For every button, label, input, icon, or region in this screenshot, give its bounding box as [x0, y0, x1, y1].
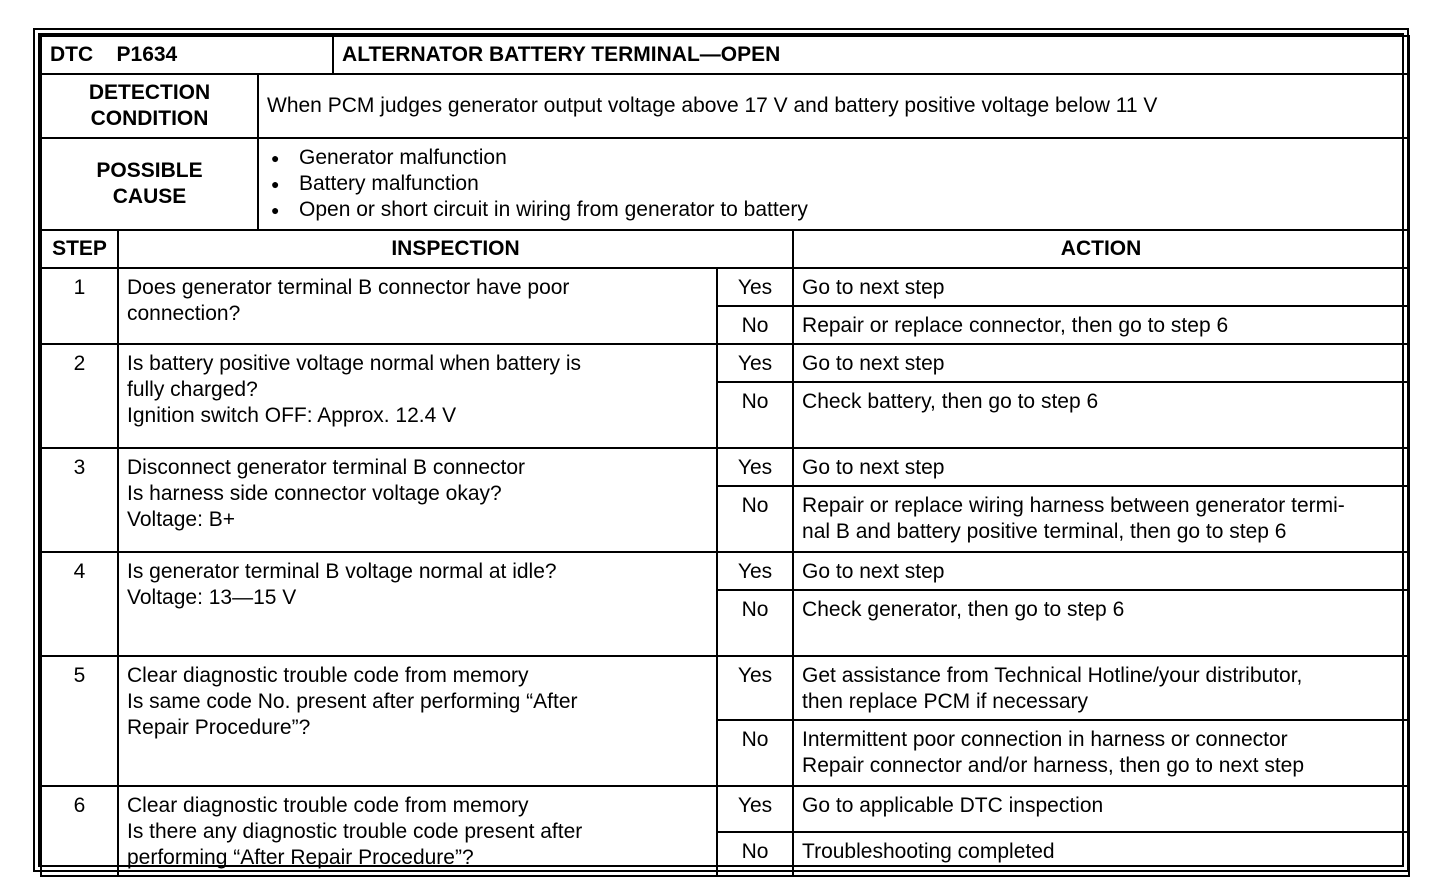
- text-line: Go to next step: [802, 352, 945, 375]
- possible-cause-label-line2: CAUSE: [112, 185, 187, 208]
- step-number: 2: [41, 344, 118, 448]
- dtc-troubleshooting-table: [40, 35, 1410, 877]
- yes-label: Yes: [717, 448, 793, 486]
- dtc-code-cell: [41, 36, 333, 74]
- text-line: Clear diagnostic trouble code from memory: [127, 794, 529, 817]
- no-label: No: [717, 720, 793, 786]
- yes-label: Yes: [717, 268, 793, 306]
- text-line: Is harness side connector voltage okay?: [127, 482, 502, 505]
- dtc-title: ALTERNATOR BATTERY TERMINAL—OPEN: [333, 36, 1409, 74]
- detection-label-line1: DETECTION: [88, 81, 211, 104]
- yes-label: Yes: [717, 344, 793, 382]
- text-line: performing “After Repair Procedure”?: [127, 846, 474, 869]
- text-line: Go to next step: [802, 276, 945, 299]
- text-line: Check battery, then go to step 6: [802, 390, 1099, 413]
- step-number: 3: [41, 448, 118, 552]
- inspection-column-header: INSPECTION: [118, 230, 793, 268]
- no-label: No: [717, 382, 793, 448]
- yes-label: Yes: [717, 656, 793, 720]
- text-line: Troubleshooting completed: [802, 840, 1055, 863]
- text-line: Clear diagnostic trouble code from memory: [127, 664, 529, 687]
- detection-condition-label: [41, 74, 258, 138]
- step-row: [41, 786, 1409, 832]
- possible-cause-list-cell: [258, 138, 1409, 230]
- text-line: Is battery positive voltage normal when battery is: [127, 352, 582, 375]
- text-line: Repair Procedure”?: [127, 716, 311, 739]
- text-line: fully charged?: [127, 378, 258, 401]
- text-line: Intermittent poor connection in harness or connector: [802, 728, 1288, 751]
- yes-label: Yes: [717, 786, 793, 832]
- no-label: No: [717, 306, 793, 344]
- possible-cause-row: [41, 138, 1409, 230]
- text-line: Go to applicable DTC inspection: [802, 794, 1104, 817]
- column-header-row: [41, 230, 1409, 268]
- step-row: [41, 656, 1409, 720]
- text-line: Disconnect generator terminal B connector: [127, 456, 526, 479]
- step-inspection: [118, 552, 717, 656]
- step-row: [41, 268, 1409, 306]
- step-number: 1: [41, 268, 118, 344]
- yes-label: Yes: [717, 552, 793, 590]
- no-action: [793, 486, 1409, 552]
- no-label: No: [717, 486, 793, 552]
- dtc-label: DTC: [50, 43, 94, 66]
- text-line: Get assistance from Technical Hotline/your distributor,: [802, 664, 1303, 687]
- no-label: No: [717, 832, 793, 876]
- text-line: connection?: [127, 302, 241, 325]
- text-line: Go to next step: [802, 560, 945, 583]
- document-inner-border: [38, 33, 1404, 867]
- text-line: nal B and battery positive terminal, then go to step 6: [802, 520, 1287, 543]
- possible-cause-label: [41, 138, 258, 230]
- no-label: No: [717, 590, 793, 656]
- action-column-header: ACTION: [793, 230, 1409, 268]
- no-action: [793, 306, 1409, 344]
- possible-cause-label-line1: POSSIBLE: [96, 159, 203, 182]
- step-number: 6: [41, 786, 118, 876]
- text-line: Repair or replace wiring harness between generator termi-: [802, 494, 1345, 517]
- step-inspection: [118, 268, 717, 344]
- no-action: [793, 832, 1409, 876]
- step-row: [41, 344, 1409, 382]
- text-line: Voltage: B+: [127, 508, 236, 531]
- yes-action: [793, 552, 1409, 590]
- possible-cause-item: ● Generator malfunction: [267, 145, 1400, 171]
- text-line: Is same code No. present after performing “After: [127, 690, 578, 713]
- text-line: Does generator terminal B connector have poor: [127, 276, 570, 299]
- text-line: Is generator terminal B voltage normal at idle?: [127, 560, 557, 583]
- possible-cause-list: [267, 145, 1400, 223]
- step-inspection: [118, 344, 717, 448]
- possible-cause-item: ● Open or short circuit in wiring from generator to battery: [267, 197, 1400, 223]
- detection-condition-text: When PCM judges generator output voltage above 17 V and battery positive voltage below 11 V: [258, 74, 1409, 138]
- step-row: [41, 448, 1409, 486]
- text-line: Go to next step: [802, 456, 945, 479]
- step-inspection: [118, 656, 717, 786]
- dtc-code: P1634: [116, 43, 178, 66]
- text-line: Voltage: 13—15 V: [127, 586, 297, 609]
- step-inspection: [118, 786, 717, 876]
- text-line: Is there any diagnostic trouble code present after: [127, 820, 583, 843]
- document-frame: [33, 28, 1409, 872]
- yes-action: [793, 786, 1409, 832]
- no-action: [793, 590, 1409, 656]
- text-line: Check generator, then go to step 6: [802, 598, 1125, 621]
- dtc-header-row: [41, 36, 1409, 74]
- text-line: Repair connector and/or harness, then go to next step: [802, 754, 1305, 777]
- step-number: 5: [41, 656, 118, 786]
- detection-condition-row: [41, 74, 1409, 138]
- detection-label-line2: CONDITION: [90, 107, 209, 130]
- step-number: 4: [41, 552, 118, 656]
- text-line: Repair or replace connector, then go to step 6: [802, 314, 1229, 337]
- no-action: [793, 382, 1409, 448]
- yes-action: [793, 656, 1409, 720]
- yes-action: [793, 448, 1409, 486]
- no-action: [793, 720, 1409, 786]
- possible-cause-item: ● Battery malfunction: [267, 171, 1400, 197]
- step-column-header: STEP: [41, 230, 118, 268]
- step-inspection: [118, 448, 717, 552]
- yes-action: [793, 268, 1409, 306]
- text-line: then replace PCM if necessary: [802, 690, 1088, 713]
- text-line: Ignition switch OFF: Approx. 12.4 V: [127, 404, 457, 427]
- step-row: [41, 552, 1409, 590]
- yes-action: [793, 344, 1409, 382]
